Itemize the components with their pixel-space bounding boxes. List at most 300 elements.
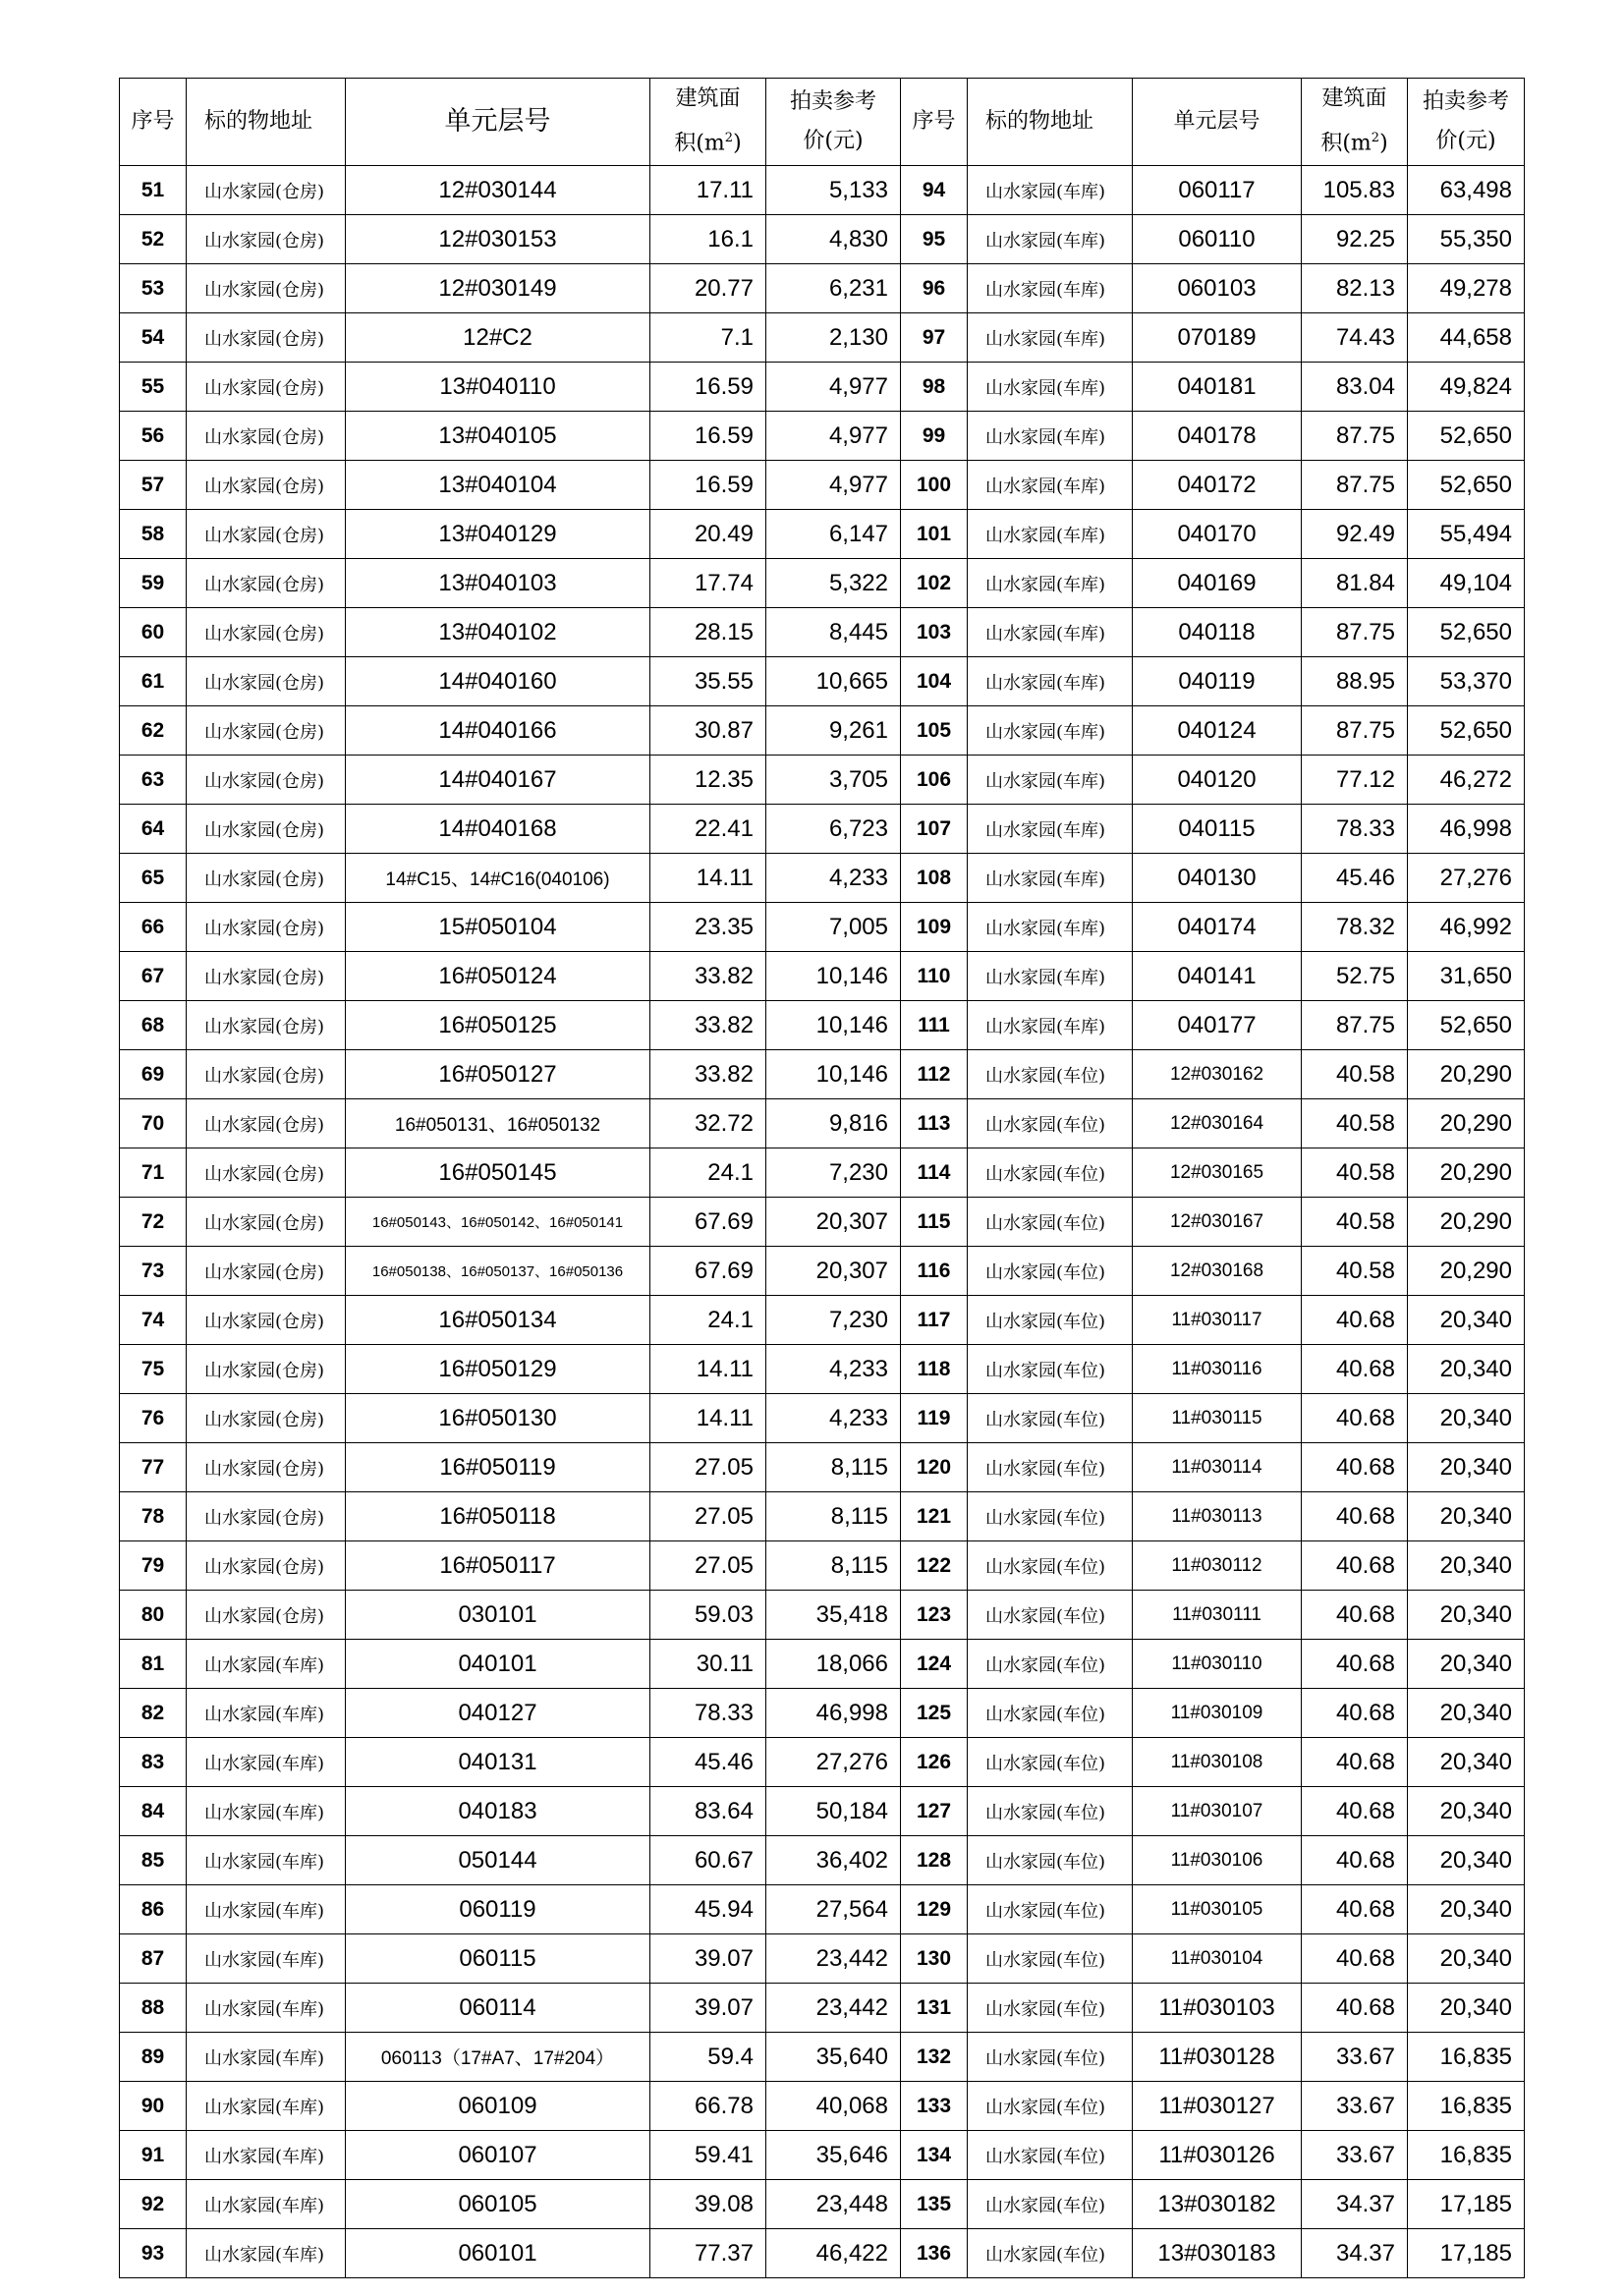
table-row (120, 264, 1525, 313)
right-area-cell: 52.75 (1302, 952, 1408, 1001)
left-unit-cell: 040131 (346, 1738, 650, 1787)
right-area-cell: 40.68 (1302, 1689, 1408, 1738)
left-address-cell: 山水家园(仓房) (187, 1541, 346, 1591)
left-price-cell: 6,723 (766, 805, 901, 854)
left-seq-cell: 79 (120, 1541, 187, 1591)
left-area-cell: 59.03 (650, 1591, 766, 1640)
left-area-cell: 45.94 (650, 1885, 766, 1934)
right-seq-cell: 128 (901, 1836, 968, 1885)
right-seq-cell: 100 (901, 461, 968, 510)
right-address-cell: 山水家园(车库) (968, 903, 1133, 952)
table-row (120, 1050, 1525, 1099)
right-unit-cell: 040178 (1133, 412, 1302, 461)
table-row (120, 1640, 1525, 1689)
right-price-cell: 20,290 (1408, 1050, 1525, 1099)
table-row (120, 1443, 1525, 1492)
right-address-cell: 山水家园(车位) (968, 2180, 1133, 2229)
right-price-cell: 55,494 (1408, 510, 1525, 559)
left-price-cell: 8,115 (766, 1443, 901, 1492)
right-seq-cell: 118 (901, 1345, 968, 1394)
right-unit-cell: 13#030182 (1133, 2180, 1302, 2229)
right-seq-cell: 108 (901, 854, 968, 903)
left-address-cell: 山水家园(仓房) (187, 1247, 346, 1296)
left-unit-cell: 030101 (346, 1591, 650, 1640)
left-address-cell: 山水家园(仓房) (187, 166, 346, 215)
right-seq-cell: 127 (901, 1787, 968, 1836)
left-address-cell: 山水家园(车库) (187, 2082, 346, 2131)
left-address-cell: 山水家园(仓房) (187, 412, 346, 461)
right-address-cell: 山水家园(车库) (968, 461, 1133, 510)
left-area-cell: 17.74 (650, 559, 766, 608)
left-address-cell: 山水家园(仓房) (187, 657, 346, 706)
left-price-cell: 18,066 (766, 1640, 901, 1689)
left-area-cell: 17.11 (650, 166, 766, 215)
left-area-cell: 24.1 (650, 1148, 766, 1198)
right-seq-cell: 105 (901, 706, 968, 756)
right-area-cell: 40.68 (1302, 1443, 1408, 1492)
left-area-cell: 14.11 (650, 854, 766, 903)
left-price-cell: 4,233 (766, 1394, 901, 1443)
left-price-cell: 35,418 (766, 1591, 901, 1640)
right-unit-cell: 040115 (1133, 805, 1302, 854)
left-unit-cell: 12#030144 (346, 166, 650, 215)
left-price-cell: 27,276 (766, 1738, 901, 1787)
right-address-cell: 山水家园(车库) (968, 706, 1133, 756)
table-row (120, 1787, 1525, 1836)
left-area-cell: 35.55 (650, 657, 766, 706)
table-row (120, 952, 1525, 1001)
right-price-cell: 20,290 (1408, 1099, 1525, 1148)
right-area-cell: 87.75 (1302, 706, 1408, 756)
right-area-cell: 78.33 (1302, 805, 1408, 854)
right-seq-cell: 126 (901, 1738, 968, 1787)
left-unit-cell: 060107 (346, 2131, 650, 2180)
left-unit-cell: 050144 (346, 1836, 650, 1885)
right-unit-cell: 040181 (1133, 363, 1302, 412)
right-address-cell: 山水家园(车库) (968, 412, 1133, 461)
right-seq-cell: 110 (901, 952, 968, 1001)
right-area-cell: 87.75 (1302, 412, 1408, 461)
right-seq-cell: 117 (901, 1296, 968, 1345)
right-area-cell: 78.32 (1302, 903, 1408, 952)
table-row (120, 412, 1525, 461)
right-area-cell: 33.67 (1302, 2131, 1408, 2180)
right-seq-cell: 125 (901, 1689, 968, 1738)
right-address-cell: 山水家园(车库) (968, 363, 1133, 412)
right-area-cell: 87.75 (1302, 1001, 1408, 1050)
left-address-cell: 山水家园(仓房) (187, 1394, 346, 1443)
left-price-cell: 23,442 (766, 1934, 901, 1984)
left-address-cell: 山水家园(仓房) (187, 1591, 346, 1640)
left-address-cell: 山水家园(仓房) (187, 854, 346, 903)
left-unit-cell: 060101 (346, 2229, 650, 2278)
left-seq-cell: 77 (120, 1443, 187, 1492)
right-area-cell: 74.43 (1302, 313, 1408, 363)
right-address-cell: 山水家园(车库) (968, 264, 1133, 313)
left-address-cell: 山水家园(仓房) (187, 1296, 346, 1345)
right-price-cell: 17,185 (1408, 2229, 1525, 2278)
right-price-cell: 16,835 (1408, 2131, 1525, 2180)
table-row (120, 1394, 1525, 1443)
left-price-cell: 9,261 (766, 706, 901, 756)
right-area-cell: 40.68 (1302, 1591, 1408, 1640)
left-address-cell: 山水家园(仓房) (187, 805, 346, 854)
right-address-cell: 山水家园(车位) (968, 1198, 1133, 1247)
right-price-cell: 46,272 (1408, 756, 1525, 805)
left-price-cell: 6,231 (766, 264, 901, 313)
right-price-cell: 52,650 (1408, 461, 1525, 510)
left-unit-cell: 16#050145 (346, 1148, 650, 1198)
left-price-cell: 46,998 (766, 1689, 901, 1738)
left-unit-cell: 16#050125 (346, 1001, 650, 1050)
table-row (120, 2082, 1525, 2131)
left-seq-cell: 71 (120, 1148, 187, 1198)
left-price-cell: 9,816 (766, 1099, 901, 1148)
left-address-cell: 山水家园(车库) (187, 1934, 346, 1984)
right-unit-cell: 11#030105 (1133, 1885, 1302, 1934)
right-seq-cell: 119 (901, 1394, 968, 1443)
right-address-cell: 山水家园(车库) (968, 313, 1133, 363)
left-address-cell: 山水家园(仓房) (187, 215, 346, 264)
left-unit-cell: 060113（17#A7、17#204） (346, 2033, 650, 2082)
left-seq-cell: 84 (120, 1787, 187, 1836)
right-seq-cell: 98 (901, 363, 968, 412)
right-unit-cell: 11#030111 (1133, 1591, 1302, 1640)
right-price-cell: 31,650 (1408, 952, 1525, 1001)
right-price-cell: 20,340 (1408, 1492, 1525, 1541)
left-unit-cell: 16#050129 (346, 1345, 650, 1394)
right-area-cell: 33.67 (1302, 2033, 1408, 2082)
header-area: 建筑面 积$(m^2)$ (650, 79, 766, 166)
left-seq-cell: 87 (120, 1934, 187, 1984)
left-address-cell: 山水家园(车库) (187, 1984, 346, 2033)
left-price-cell: 46,422 (766, 2229, 901, 2278)
right-address-cell: 山水家园(车位) (968, 1689, 1133, 1738)
left-seq-cell: 73 (120, 1247, 187, 1296)
left-unit-cell: 16#050127 (346, 1050, 650, 1099)
right-seq-cell: 123 (901, 1591, 968, 1640)
table-row (120, 1738, 1525, 1787)
right-address-cell: 山水家园(车库) (968, 608, 1133, 657)
right-price-cell: 20,340 (1408, 1885, 1525, 1934)
left-area-cell: 28.15 (650, 608, 766, 657)
table-row (120, 2229, 1525, 2278)
header-seq-right: 序号 (901, 79, 968, 166)
right-unit-cell: 12#030162 (1133, 1050, 1302, 1099)
table-row (120, 756, 1525, 805)
left-address-cell: 山水家园(仓房) (187, 1443, 346, 1492)
right-price-cell: 20,340 (1408, 1345, 1525, 1394)
left-seq-cell: 75 (120, 1345, 187, 1394)
right-price-cell: 46,992 (1408, 903, 1525, 952)
right-area-cell: 87.75 (1302, 608, 1408, 657)
right-price-cell: 46,998 (1408, 805, 1525, 854)
left-area-cell: 16.59 (650, 363, 766, 412)
table-row (120, 1148, 1525, 1198)
table-row (120, 1247, 1525, 1296)
right-area-cell: 40.68 (1302, 1394, 1408, 1443)
right-unit-cell: 11#030109 (1133, 1689, 1302, 1738)
left-seq-cell: 66 (120, 903, 187, 952)
left-seq-cell: 58 (120, 510, 187, 559)
left-address-cell: 山水家园(仓房) (187, 1148, 346, 1198)
right-price-cell: 20,340 (1408, 1787, 1525, 1836)
left-seq-cell: 67 (120, 952, 187, 1001)
right-unit-cell: 11#030117 (1133, 1296, 1302, 1345)
left-address-cell: 山水家园(车库) (187, 1836, 346, 1885)
left-seq-cell: 68 (120, 1001, 187, 1050)
table-row (120, 2131, 1525, 2180)
left-price-cell: 27,564 (766, 1885, 901, 1934)
right-area-cell: 34.37 (1302, 2229, 1408, 2278)
left-seq-cell: 56 (120, 412, 187, 461)
left-address-cell: 山水家园(仓房) (187, 1492, 346, 1541)
right-address-cell: 山水家园(车库) (968, 215, 1133, 264)
table-row (120, 461, 1525, 510)
left-price-cell: 10,665 (766, 657, 901, 706)
right-unit-cell: 040174 (1133, 903, 1302, 952)
left-area-cell: 33.82 (650, 1050, 766, 1099)
left-address-cell: 山水家园(车库) (187, 1787, 346, 1836)
right-area-cell: 82.13 (1302, 264, 1408, 313)
left-address-cell: 山水家园(仓房) (187, 903, 346, 952)
table-row (120, 510, 1525, 559)
left-seq-cell: 93 (120, 2229, 187, 2278)
table-row (120, 1689, 1525, 1738)
right-address-cell: 山水家园(车位) (968, 1296, 1133, 1345)
table-row (120, 313, 1525, 363)
left-price-cell: 8,445 (766, 608, 901, 657)
left-unit-cell: 12#030153 (346, 215, 650, 264)
right-address-cell: 山水家园(车位) (968, 2082, 1133, 2131)
left-unit-cell: 040183 (346, 1787, 650, 1836)
right-address-cell: 山水家园(车库) (968, 952, 1133, 1001)
table-row (120, 854, 1525, 903)
left-area-cell: 60.67 (650, 1836, 766, 1885)
right-address-cell: 山水家园(车位) (968, 1345, 1133, 1394)
left-price-cell: 4,233 (766, 854, 901, 903)
left-seq-cell: 52 (120, 215, 187, 264)
table-row (120, 805, 1525, 854)
header-unit-right: 单元层号 (1133, 79, 1302, 166)
left-price-cell: 40,068 (766, 2082, 901, 2131)
left-area-cell: 20.49 (650, 510, 766, 559)
left-area-cell: 16.1 (650, 215, 766, 264)
right-seq-cell: 133 (901, 2082, 968, 2131)
left-address-cell: 山水家园(仓房) (187, 1198, 346, 1247)
right-price-cell: 49,278 (1408, 264, 1525, 313)
left-price-cell: 35,640 (766, 2033, 901, 2082)
left-seq-cell: 82 (120, 1689, 187, 1738)
left-unit-cell: 14#C15、14#C16(040106) (346, 854, 650, 903)
right-seq-cell: 113 (901, 1099, 968, 1148)
right-price-cell: 49,824 (1408, 363, 1525, 412)
left-seq-cell: 92 (120, 2180, 187, 2229)
left-unit-cell: 13#040110 (346, 363, 650, 412)
right-seq-cell: 131 (901, 1984, 968, 2033)
left-price-cell: 8,115 (766, 1541, 901, 1591)
left-seq-cell: 70 (120, 1099, 187, 1148)
left-address-cell: 山水家园(车库) (187, 1738, 346, 1787)
right-unit-cell: 11#030110 (1133, 1640, 1302, 1689)
left-seq-cell: 83 (120, 1738, 187, 1787)
right-address-cell: 山水家园(车位) (968, 1050, 1133, 1099)
table-row (120, 1591, 1525, 1640)
left-unit-cell: 13#040129 (346, 510, 650, 559)
header-row (120, 79, 1525, 166)
right-address-cell: 山水家园(车库) (968, 657, 1133, 706)
right-area-cell: 40.68 (1302, 1934, 1408, 1984)
right-seq-cell: 101 (901, 510, 968, 559)
left-area-cell: 14.11 (650, 1345, 766, 1394)
table-row (120, 1198, 1525, 1247)
left-seq-cell: 57 (120, 461, 187, 510)
table-row (120, 363, 1525, 412)
right-area-cell: 40.68 (1302, 1492, 1408, 1541)
right-address-cell: 山水家园(车库) (968, 1001, 1133, 1050)
left-address-cell: 山水家园(仓房) (187, 1001, 346, 1050)
right-price-cell: 16,835 (1408, 2033, 1525, 2082)
header-address-right: 标的物地址 (968, 79, 1133, 166)
header-price-right: 拍卖参考 价(元) (1408, 79, 1525, 166)
table-row (120, 1099, 1525, 1148)
left-area-cell: 27.05 (650, 1541, 766, 1591)
right-seq-cell: 129 (901, 1885, 968, 1934)
left-unit-cell: 16#050130 (346, 1394, 650, 1443)
left-area-cell: 12.35 (650, 756, 766, 805)
left-unit-cell: 040127 (346, 1689, 650, 1738)
left-area-cell: 20.77 (650, 264, 766, 313)
right-price-cell: 55,350 (1408, 215, 1525, 264)
table-row (120, 903, 1525, 952)
left-price-cell: 7,230 (766, 1296, 901, 1345)
right-seq-cell: 107 (901, 805, 968, 854)
right-price-cell: 20,340 (1408, 1296, 1525, 1345)
left-address-cell: 山水家园(仓房) (187, 756, 346, 805)
right-unit-cell: 11#030108 (1133, 1738, 1302, 1787)
left-seq-cell: 54 (120, 313, 187, 363)
right-unit-cell: 040141 (1133, 952, 1302, 1001)
right-unit-cell: 040119 (1133, 657, 1302, 706)
right-address-cell: 山水家园(车位) (968, 1836, 1133, 1885)
right-area-cell: 34.37 (1302, 2180, 1408, 2229)
left-address-cell: 山水家园(仓房) (187, 363, 346, 412)
left-unit-cell: 14#040166 (346, 706, 650, 756)
right-seq-cell: 103 (901, 608, 968, 657)
left-price-cell: 7,230 (766, 1148, 901, 1198)
left-price-cell: 36,402 (766, 1836, 901, 1885)
right-seq-cell: 134 (901, 2131, 968, 2180)
left-unit-cell: 13#040102 (346, 608, 650, 657)
right-area-cell: 40.68 (1302, 1345, 1408, 1394)
left-area-cell: 59.4 (650, 2033, 766, 2082)
left-seq-cell: 76 (120, 1394, 187, 1443)
right-unit-cell: 11#030128 (1133, 2033, 1302, 2082)
right-address-cell: 山水家园(车位) (968, 1934, 1133, 1984)
right-seq-cell: 122 (901, 1541, 968, 1591)
header-area-right: 建筑面 积$(m^2)$ (1302, 79, 1408, 166)
left-unit-cell: 16#050118 (346, 1492, 650, 1541)
right-address-cell: 山水家园(车位) (968, 1541, 1133, 1591)
right-price-cell: 52,650 (1408, 1001, 1525, 1050)
table-row (120, 608, 1525, 657)
right-area-cell: 40.68 (1302, 1738, 1408, 1787)
table-row (120, 2180, 1525, 2229)
right-seq-cell: 95 (901, 215, 968, 264)
left-unit-cell: 16#050119 (346, 1443, 650, 1492)
right-address-cell: 山水家园(车位) (968, 1099, 1133, 1148)
table-row (120, 1492, 1525, 1541)
left-price-cell: 5,133 (766, 166, 901, 215)
right-unit-cell: 12#030165 (1133, 1148, 1302, 1198)
right-area-cell: 83.04 (1302, 363, 1408, 412)
right-address-cell: 山水家园(车位) (968, 1591, 1133, 1640)
right-address-cell: 山水家园(车库) (968, 166, 1133, 215)
right-unit-cell: 12#030168 (1133, 1247, 1302, 1296)
right-seq-cell: 115 (901, 1198, 968, 1247)
left-seq-cell: 89 (120, 2033, 187, 2082)
right-unit-cell: 060117 (1133, 166, 1302, 215)
table-row (120, 706, 1525, 756)
right-area-cell: 40.68 (1302, 1984, 1408, 2033)
left-price-cell: 35,646 (766, 2131, 901, 2180)
left-unit-cell: 14#040167 (346, 756, 650, 805)
right-price-cell: 20,340 (1408, 1591, 1525, 1640)
right-seq-cell: 130 (901, 1934, 968, 1984)
right-unit-cell: 11#030103 (1133, 1984, 1302, 2033)
right-area-cell: 40.68 (1302, 1541, 1408, 1591)
right-unit-cell: 11#030104 (1133, 1934, 1302, 1984)
left-unit-cell: 16#050124 (346, 952, 650, 1001)
left-area-cell: 22.41 (650, 805, 766, 854)
right-price-cell: 49,104 (1408, 559, 1525, 608)
left-seq-cell: 74 (120, 1296, 187, 1345)
table-row (120, 1984, 1525, 2033)
left-area-cell: 16.59 (650, 412, 766, 461)
right-price-cell: 20,340 (1408, 1541, 1525, 1591)
left-area-cell: 45.46 (650, 1738, 766, 1787)
left-unit-cell: 060114 (346, 1984, 650, 2033)
left-address-cell: 山水家园(仓房) (187, 510, 346, 559)
right-price-cell: 52,650 (1408, 706, 1525, 756)
left-address-cell: 山水家园(仓房) (187, 559, 346, 608)
right-seq-cell: 94 (901, 166, 968, 215)
left-unit-cell: 12#030149 (346, 264, 650, 313)
right-address-cell: 山水家园(车位) (968, 1443, 1133, 1492)
right-unit-cell: 11#030107 (1133, 1787, 1302, 1836)
left-seq-cell: 80 (120, 1591, 187, 1640)
right-area-cell: 40.58 (1302, 1099, 1408, 1148)
right-area-cell: 77.12 (1302, 756, 1408, 805)
table-row (120, 1934, 1525, 1984)
left-seq-cell: 51 (120, 166, 187, 215)
right-address-cell: 山水家园(车库) (968, 756, 1133, 805)
left-address-cell: 山水家园(仓房) (187, 1050, 346, 1099)
left-area-cell: 24.1 (650, 1296, 766, 1345)
left-seq-cell: 90 (120, 2082, 187, 2131)
right-area-cell: 105.83 (1302, 166, 1408, 215)
right-seq-cell: 124 (901, 1640, 968, 1689)
left-unit-cell: 060119 (346, 1885, 650, 1934)
right-address-cell: 山水家园(车位) (968, 1787, 1133, 1836)
header-unit: 单元层号 (346, 79, 650, 166)
left-address-cell: 山水家园(仓房) (187, 1345, 346, 1394)
right-address-cell: 山水家园(车库) (968, 510, 1133, 559)
right-unit-cell: 070189 (1133, 313, 1302, 363)
left-address-cell: 山水家园(仓房) (187, 461, 346, 510)
left-seq-cell: 86 (120, 1885, 187, 1934)
right-address-cell: 山水家园(车位) (968, 1247, 1133, 1296)
